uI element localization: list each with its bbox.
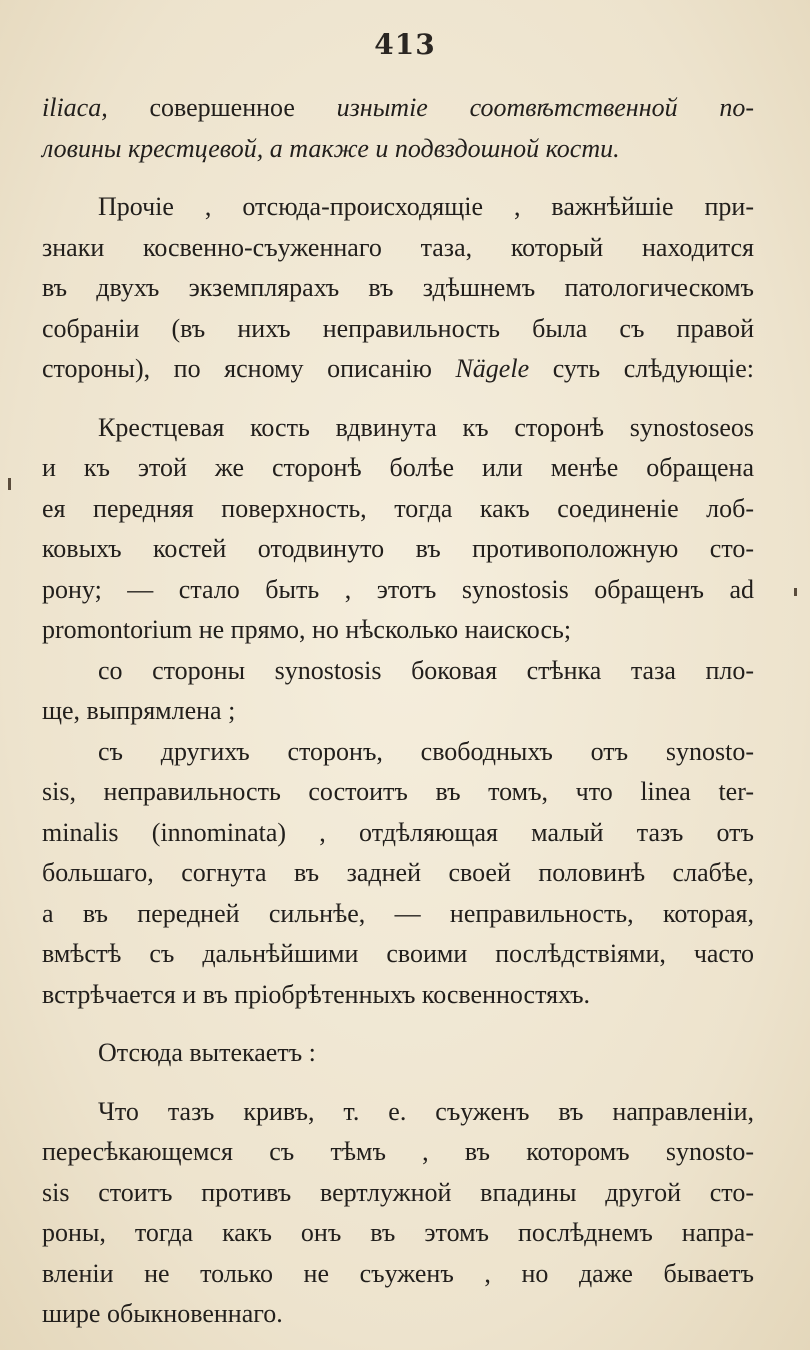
text-segment: пересѣкающемся съ тѣмъ , въ которомъ synosto- [42, 1137, 754, 1166]
text-line [42, 1092, 754, 1133]
text-segment: ковыхъ костей отодвинуто въ противоположную сто- [42, 534, 754, 563]
text-line [42, 1213, 754, 1254]
text-segment: шире обыкновеннаго. [42, 1299, 283, 1328]
text-line [42, 570, 754, 611]
text-line [42, 1173, 754, 1214]
text-segment: Отсюда вытекаетъ : [98, 1038, 316, 1067]
text-segment: въ двухъ экземплярахъ въ здѣшнемъ патологическомъ [42, 273, 754, 302]
text-segment: совершенное [107, 93, 337, 122]
text-segment: Прочіе , отсюда-происходящіе , важнѣйшіе при- [98, 192, 754, 221]
text-line [42, 813, 754, 854]
text-line [42, 408, 754, 449]
text-segment: знаки косвенно-съуженнаго таза, который находится [42, 232, 754, 262]
page-number: 413 [374, 28, 436, 61]
text-line [42, 691, 754, 732]
text-segment: суть слѣдующіе: [529, 354, 754, 383]
text-line [42, 975, 754, 1016]
italic-text: Nägele [455, 354, 530, 383]
paragraph-gap [42, 169, 754, 187]
text-segment: большаго, согнута въ задней своей половинѣ слабѣе, [42, 858, 754, 887]
text-segment: вмѣстѣ съ дальнѣйшими своими послѣдствіями, часто [42, 939, 754, 968]
text-segment: minalis (innominata) , отдѣляющая малый тазъ отъ [42, 817, 754, 847]
text-segment: роны, тогда какъ онъ въ этомъ послѣднемъ напра- [42, 1218, 754, 1247]
text-segment: sis, неправильность состоитъ въ томъ, что linea ter- [42, 777, 754, 806]
text-line [42, 489, 754, 530]
text-line [42, 129, 754, 170]
text-line [42, 1132, 754, 1173]
text-line [42, 894, 754, 935]
text-segment: встрѣчается и въ пріобрѣтенныхъ косвенностяхъ. [42, 979, 591, 1009]
text-segment: вленіи не только не съуженъ , но даже бываетъ [42, 1258, 754, 1288]
text-line [42, 1254, 754, 1295]
text-line [42, 1294, 754, 1335]
text-line [42, 448, 754, 489]
text-segment: со стороны synostosis боковая стѣнка таза пло- [98, 655, 754, 685]
text-line [42, 529, 754, 570]
text-segment: ще, выпрямлена ; [42, 696, 236, 725]
italic-text: изнытіе соотвѣтственной по- [336, 93, 754, 122]
text-line [42, 853, 754, 894]
text-line [42, 228, 754, 269]
text-line [42, 88, 754, 129]
text-line [42, 651, 754, 692]
text-line [42, 610, 754, 651]
text-segment: sis стоитъ противъ вертлужной впадины другой сто- [42, 1177, 754, 1207]
text-line [42, 732, 754, 773]
text-line [42, 772, 754, 813]
text-segment: стороны), по ясному описанію [42, 354, 456, 383]
text-line [42, 268, 754, 309]
text-segment: Что тазъ кривъ, т. е. съуженъ въ направленіи, [98, 1096, 754, 1126]
text-segment: а въ передней сильнѣе, — неправильность, которая, [42, 898, 754, 928]
text-segment: Крестцевая кость вдвинута къ сторонѣ synostoseos [98, 412, 754, 442]
text-line [42, 934, 754, 975]
text-line [42, 309, 754, 350]
text-line [42, 349, 754, 390]
text-segment: и къ этой же сторонѣ болѣе или менѣе обращена [42, 453, 754, 482]
margin-mark [8, 478, 11, 490]
italic-text: iliaca, [42, 93, 108, 122]
italic-text: ловины крестцевой, а также и подвздошной кости. [42, 133, 620, 163]
paragraph-gap [42, 390, 754, 408]
paragraph-gap [42, 1015, 754, 1033]
text-line [42, 187, 754, 228]
text-segment: ея передняя поверхность, тогда какъ соединеніе лоб- [42, 493, 754, 523]
text-segment: рону; — стало быть , этотъ synostosis обращенъ ad [42, 574, 754, 604]
body-text [42, 88, 754, 1335]
text-line [42, 1033, 754, 1074]
text-segment: собраніи (въ нихъ неправильность была съ правой [42, 313, 754, 343]
text-segment: съ другихъ сторонъ, свободныхъ отъ synosto- [98, 736, 754, 766]
text-segment: promontorium не прямо, но нѣсколько наискось; [42, 615, 572, 644]
paragraph-gap [42, 1074, 754, 1092]
margin-mark [794, 588, 797, 596]
